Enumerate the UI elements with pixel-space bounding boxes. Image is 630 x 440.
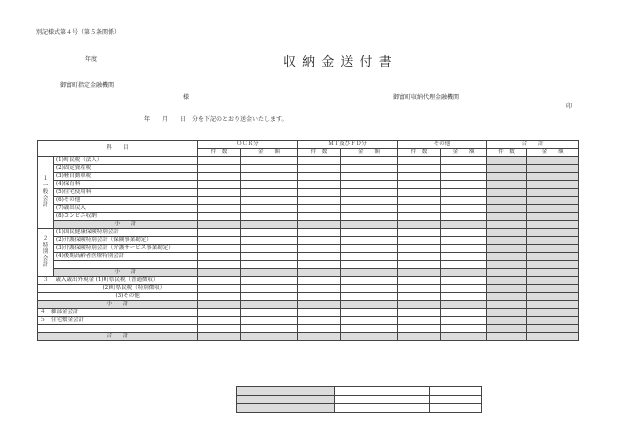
data-cell[interactable] [298,253,341,261]
summary-cell[interactable] [335,395,430,404]
data-cell[interactable] [241,245,298,253]
data-cell[interactable] [527,213,579,221]
section5-label: ５ 住宅敷金会計 [38,317,198,325]
data-cell[interactable] [241,197,298,205]
summary-row [237,404,482,413]
data-cell[interactable] [241,229,298,237]
data-cell[interactable] [341,293,398,301]
data-cell[interactable] [241,221,298,229]
data-cell[interactable] [487,293,527,301]
data-cell[interactable] [487,301,527,309]
data-cell[interactable] [241,165,298,173]
section1-item: (8)コンビニ収納 [54,213,198,221]
data-cell[interactable] [341,261,398,269]
data-cell[interactable] [441,189,487,197]
table-row [38,197,579,205]
table-row [38,181,579,189]
data-cell[interactable] [398,197,441,205]
data-cell[interactable] [341,205,398,213]
data-cell[interactable] [441,157,487,165]
data-cell[interactable] [241,253,298,261]
data-cell[interactable] [341,333,398,341]
data-cell[interactable] [487,189,527,197]
subtotal-row [38,269,579,277]
data-cell[interactable] [487,205,527,213]
section2-label: ２ 特 別 会 計 [38,229,54,277]
data-cell[interactable] [298,173,341,181]
data-cell[interactable] [241,213,298,221]
data-cell[interactable] [441,333,487,341]
subtotal-label: 小 計 [38,301,198,309]
data-cell[interactable] [527,333,579,341]
bottom-summary-box [236,386,482,413]
section3-item-text: (1)町県民税（普通徴収） [95,277,159,284]
section3-item: (2)町県民税（特別徴収） [54,285,198,293]
data-cell[interactable] [487,245,527,253]
page-title: 収 納 金 送 付 書 [283,55,393,70]
summary-row [237,387,482,396]
data-cell[interactable] [298,309,341,317]
data-cell[interactable] [298,197,341,205]
section2-item: (3)介護保険特別会計（介護サービス事業勘定） [54,245,198,253]
data-cell[interactable] [441,165,487,173]
data-cell[interactable] [527,229,579,237]
data-cell[interactable] [398,309,441,317]
section1-item: (2)固定資産税 [54,165,198,173]
empty-cell [38,285,54,293]
data-cell[interactable] [441,325,487,333]
data-cell[interactable] [487,253,527,261]
data-cell[interactable] [298,277,341,285]
section2-blank-item [54,261,198,269]
data-cell[interactable] [487,309,527,317]
table-row [38,285,579,293]
summary-cell[interactable] [335,387,430,396]
data-cell[interactable] [487,285,527,293]
section3-label: 歳入歳出外現金 [55,277,95,284]
data-cell[interactable] [487,229,527,237]
count-subheader: 件 数 [487,149,527,157]
data-cell[interactable] [441,309,487,317]
data-cell[interactable] [398,245,441,253]
summary-cell[interactable] [430,387,482,396]
data-cell[interactable] [198,261,241,269]
data-cell[interactable] [487,277,527,285]
summary-cell[interactable] [335,404,430,413]
grand-total-label: 合 計 [38,333,198,341]
data-cell[interactable] [341,189,398,197]
data-cell[interactable] [198,301,241,309]
data-cell[interactable] [527,285,579,293]
summary-cell[interactable] [237,404,335,413]
section3-item: (3)その他 [54,293,198,301]
data-cell[interactable] [441,205,487,213]
table-row [38,229,579,237]
table-row [38,245,579,253]
section1-item: (6)その他 [54,197,198,205]
data-cell[interactable] [441,301,487,309]
data-cell[interactable] [441,229,487,237]
data-cell[interactable] [441,213,487,221]
data-cell[interactable] [298,181,341,189]
data-cell[interactable] [341,157,398,165]
agent-bank-label: 御富町収納代理金融機関 [393,94,460,101]
table-row [38,173,579,181]
table-row [38,261,579,269]
data-cell[interactable] [527,221,579,229]
section3-item [54,277,198,285]
data-cell[interactable] [298,213,341,221]
summary-cell[interactable] [237,387,335,396]
data-cell[interactable] [298,333,341,341]
summary-cell[interactable] [237,395,335,404]
section1-item: (7)歳出戻入 [54,205,198,213]
table-row [38,253,579,261]
data-cell[interactable] [341,173,398,181]
data-cell[interactable] [527,293,579,301]
data-cell[interactable] [527,309,579,317]
count-subheader: 件 数 [298,149,341,157]
section2-item: (1)国民健康保険特別会計 [54,229,198,237]
form-reference: 別記様式第４号（第５条関係） [36,29,121,36]
data-cell[interactable] [241,293,298,301]
data-cell[interactable] [398,269,441,277]
data-cell[interactable] [441,197,487,205]
data-cell[interactable] [241,277,298,285]
data-cell[interactable] [487,197,527,205]
data-cell[interactable] [527,317,579,325]
data-cell[interactable] [341,213,398,221]
data-cell[interactable] [527,165,579,173]
summary-cell[interactable] [430,395,482,404]
data-cell[interactable] [398,293,441,301]
data-cell[interactable] [487,325,527,333]
data-cell[interactable] [241,309,298,317]
grand-total-row [38,333,579,341]
data-cell[interactable] [441,293,487,301]
data-cell[interactable] [487,181,527,189]
data-cell[interactable] [487,237,527,245]
data-cell[interactable] [241,325,298,333]
data-cell[interactable] [341,221,398,229]
data-cell[interactable] [198,245,241,253]
data-cell[interactable] [398,285,441,293]
data-cell[interactable] [341,165,398,173]
data-cell[interactable] [198,229,241,237]
data-cell[interactable] [398,301,441,309]
section1-item: (5)住宅使用料 [54,189,198,197]
data-cell[interactable] [298,245,341,253]
data-cell[interactable] [241,261,298,269]
data-cell[interactable] [341,253,398,261]
data-cell[interactable] [198,333,241,341]
data-cell[interactable] [198,189,241,197]
table-row [38,317,579,325]
data-cell[interactable] [298,317,341,325]
data-cell[interactable] [441,261,487,269]
data-cell[interactable] [398,277,441,285]
data-cell[interactable] [398,325,441,333]
data-cell[interactable] [241,333,298,341]
data-cell[interactable] [298,205,341,213]
data-cell[interactable] [487,269,527,277]
data-cell[interactable] [527,261,579,269]
subtotal-label: 小 計 [54,269,198,277]
data-cell[interactable] [298,157,341,165]
data-cell[interactable] [341,277,398,285]
data-cell[interactable] [341,229,398,237]
data-cell[interactable] [298,293,341,301]
data-cell[interactable] [198,173,241,181]
item-column-header: 科 目 [38,141,198,157]
data-cell[interactable] [441,237,487,245]
data-cell[interactable] [341,245,398,253]
data-cell[interactable] [487,317,527,325]
data-cell[interactable] [341,309,398,317]
data-cell[interactable] [441,245,487,253]
data-cell[interactable] [241,237,298,245]
data-cell[interactable] [527,245,579,253]
date-sentence: 年 月 日 分を下記のとおり送金いたします。 [144,116,288,123]
data-cell[interactable] [441,317,487,325]
amount-subheader: 金 額 [527,149,579,157]
seal-mark: 印 [566,103,573,110]
data-cell[interactable] [198,237,241,245]
data-cell[interactable] [527,325,579,333]
data-cell[interactable] [398,165,441,173]
data-cell[interactable] [341,181,398,189]
amount-subheader: 金 額 [341,149,398,157]
data-cell[interactable] [441,253,487,261]
data-cell[interactable] [487,261,527,269]
data-cell[interactable] [527,181,579,189]
data-cell[interactable] [341,325,398,333]
other-group-header: その他 [398,141,487,149]
count-subheader: 件 数 [198,149,241,157]
subtotal-label: 小 計 [54,221,198,229]
data-cell[interactable] [198,309,241,317]
table-row [38,157,579,165]
data-cell[interactable] [527,301,579,309]
section2-item: (4)後期高齢者医療特別会計 [54,253,198,261]
data-cell[interactable] [527,269,579,277]
data-cell[interactable] [398,229,441,237]
amount-subheader: 金 額 [241,149,298,157]
data-cell[interactable] [241,301,298,309]
data-cell[interactable] [198,205,241,213]
data-cell[interactable] [441,285,487,293]
data-cell[interactable] [487,213,527,221]
data-cell[interactable] [341,301,398,309]
data-cell[interactable] [527,237,579,245]
data-cell[interactable] [487,157,527,165]
table-row [38,165,579,173]
data-cell[interactable] [341,197,398,205]
data-cell[interactable] [398,173,441,181]
data-cell[interactable] [398,261,441,269]
amount-subheader: 金 額 [441,149,487,157]
data-cell[interactable] [341,317,398,325]
data-cell[interactable] [527,173,579,181]
data-cell[interactable] [487,173,527,181]
data-cell[interactable] [441,277,487,285]
data-cell[interactable] [298,221,341,229]
data-cell[interactable] [398,317,441,325]
designated-bank-label: 御富町指定金融機関 [60,82,115,89]
blank-item [38,325,198,333]
data-cell[interactable] [487,165,527,173]
sama-label: 様 [183,94,190,101]
count-subheader: 件 数 [398,149,441,157]
section1-item: (4)保育料 [54,181,198,189]
data-cell[interactable] [298,285,341,293]
data-cell[interactable] [198,269,241,277]
data-cell[interactable] [198,317,241,325]
data-cell[interactable] [441,181,487,189]
data-cell[interactable] [198,277,241,285]
data-cell[interactable] [198,181,241,189]
data-cell[interactable] [241,189,298,197]
table-row [38,237,579,245]
data-cell[interactable] [298,269,341,277]
data-cell[interactable] [527,205,579,213]
data-cell[interactable] [198,165,241,173]
mt-fd-group-header: ＭＴ及びＦＤ分 [298,141,398,149]
table-row [38,213,579,221]
data-cell[interactable] [198,157,241,165]
data-cell[interactable] [398,157,441,165]
data-cell[interactable] [398,181,441,189]
data-cell[interactable] [441,269,487,277]
data-cell[interactable] [441,173,487,181]
data-cell[interactable] [527,197,579,205]
table-row [38,325,579,333]
data-cell[interactable] [198,213,241,221]
data-cell[interactable] [298,189,341,197]
data-cell[interactable] [398,237,441,245]
data-cell[interactable] [241,285,298,293]
data-cell[interactable] [198,325,241,333]
data-cell[interactable] [398,189,441,197]
table-row [38,189,579,197]
summary-cell[interactable] [430,404,482,413]
data-cell[interactable] [198,221,241,229]
section3-number: ３ [38,277,54,285]
data-cell[interactable] [298,301,341,309]
data-cell[interactable] [241,269,298,277]
data-cell[interactable] [198,253,241,261]
data-cell[interactable] [487,221,527,229]
data-cell[interactable] [198,197,241,205]
data-cell[interactable] [241,317,298,325]
data-cell[interactable] [298,237,341,245]
data-cell[interactable] [527,189,579,197]
data-cell[interactable] [398,221,441,229]
summary-row [237,395,482,404]
data-cell[interactable] [298,261,341,269]
table-row [38,293,579,301]
data-cell[interactable] [198,293,241,301]
data-cell[interactable] [241,157,298,165]
data-cell[interactable] [487,333,527,341]
data-cell[interactable] [341,269,398,277]
total-group-header: 合 計 [487,141,579,149]
section1-item: (3)軽自動車税 [54,173,198,181]
subtotal-row [38,301,579,309]
remittance-table [37,140,579,341]
data-cell[interactable] [241,181,298,189]
data-cell[interactable] [398,333,441,341]
data-cell[interactable] [527,277,579,285]
fiscal-year-label: 年度 [85,56,98,63]
section1-label: １ 一 般 会 計 [38,157,54,229]
table-row [38,309,579,317]
data-cell[interactable] [298,229,341,237]
data-cell[interactable] [398,205,441,213]
section1-item: (1)町民税（法人） [54,157,198,165]
section2-item: (2)介護保険特別会計（保険事業勘定） [54,237,198,245]
data-cell[interactable] [398,213,441,221]
data-cell[interactable] [527,253,579,261]
data-cell[interactable] [241,173,298,181]
data-cell[interactable] [398,253,441,261]
section4-label: ４ 雑部金会計 [38,309,198,317]
ocr-group-header: ＯＣＲ分 [198,141,298,149]
data-cell[interactable] [341,237,398,245]
data-cell[interactable] [298,325,341,333]
data-cell[interactable] [298,165,341,173]
data-cell[interactable] [527,157,579,165]
data-cell[interactable] [198,285,241,293]
table-row [38,277,579,285]
empty-cell [38,293,54,301]
subtotal-row [38,221,579,229]
data-cell[interactable] [241,205,298,213]
data-cell[interactable] [341,285,398,293]
table-row [38,205,579,213]
data-cell[interactable] [441,221,487,229]
